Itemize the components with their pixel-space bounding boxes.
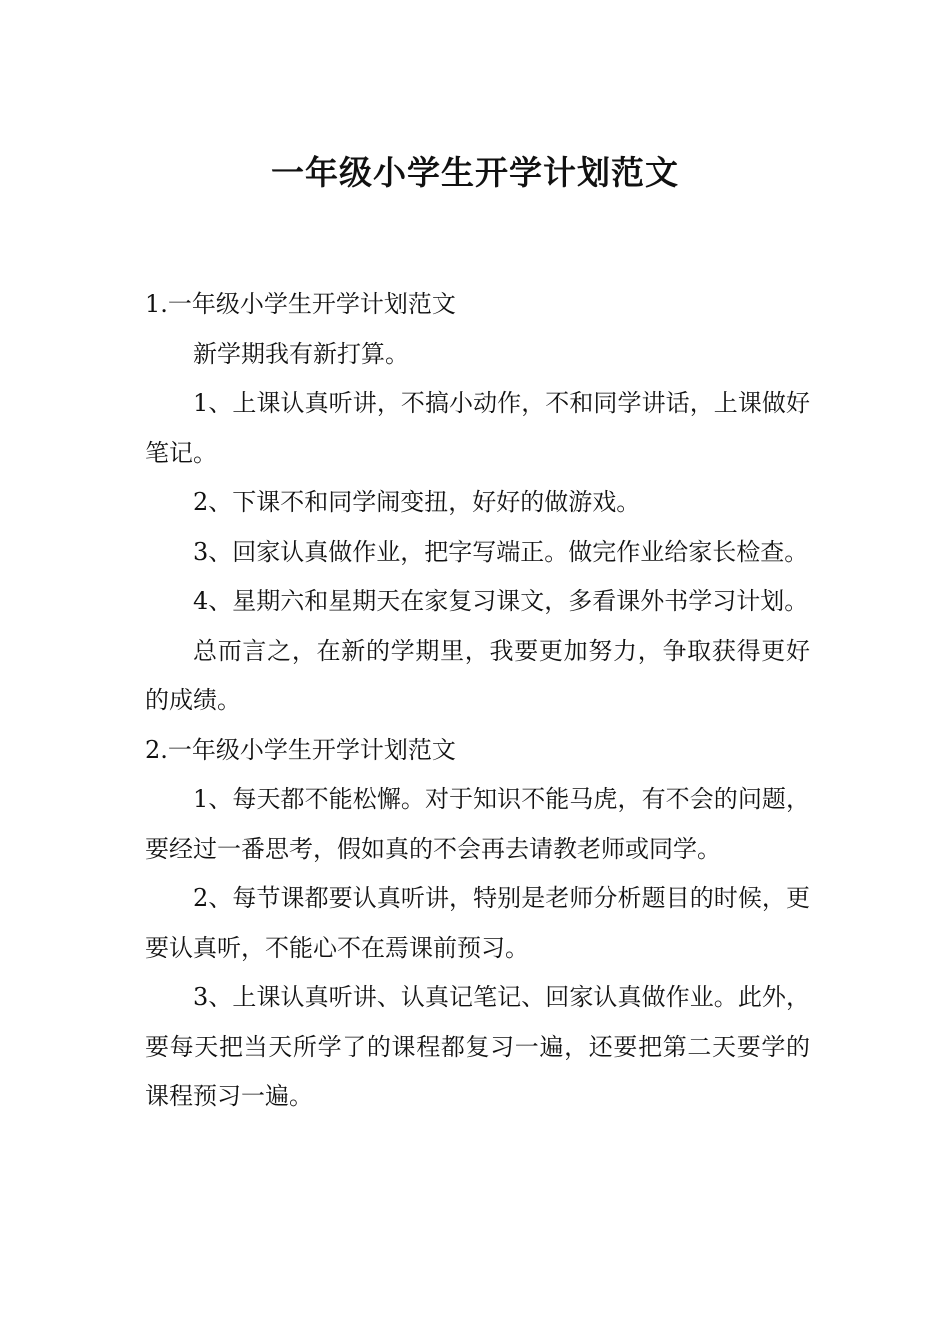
paragraph: 4、星期六和星期天在家复习课文，多看课外书学习计划。 xyxy=(193,587,809,615)
document-title: 一年级小学生开学计划范文 xyxy=(271,153,679,193)
section-heading-2: 2.一年级小学生开学计划范文 xyxy=(145,735,456,764)
paragraph: 3、回家认真做作业，把字写端正。做完作业给家长检查。 xyxy=(193,537,809,566)
paragraph: 2、每节课都要认真听讲，特别是老师分析题目的时候，更要认真听，不能心不在焉课前预习。 xyxy=(145,884,810,962)
paragraph: 2、下课不和同学闹变扭，好好的做游戏。 xyxy=(193,488,641,516)
section-heading-1: 1.一年级小学生开学计划范文 xyxy=(145,290,456,318)
document-body xyxy=(145,280,810,1122)
paragraph: 1、每天都不能松懈。对于知识不能马虎，有不会的问题，要经过一番思考，假如真的不会再去请教老师或同学。 xyxy=(145,785,810,863)
paragraph: 总而言之，在新的学期里，我要更加努力，争取获得更好的成绩。 xyxy=(145,636,810,714)
paragraph: 1、上课认真听讲，不搞小动作，不和同学讲话，上课做好笔记。 xyxy=(145,389,810,467)
paragraph: 3、上课认真听讲、认真记笔记、回家认真做作业。此外，要每天把当天所学了的课程都复习一遍，还要把第二天要学的课程预习一遍。 xyxy=(145,983,810,1110)
paragraph: 新学期我有新打算。 xyxy=(193,339,409,368)
